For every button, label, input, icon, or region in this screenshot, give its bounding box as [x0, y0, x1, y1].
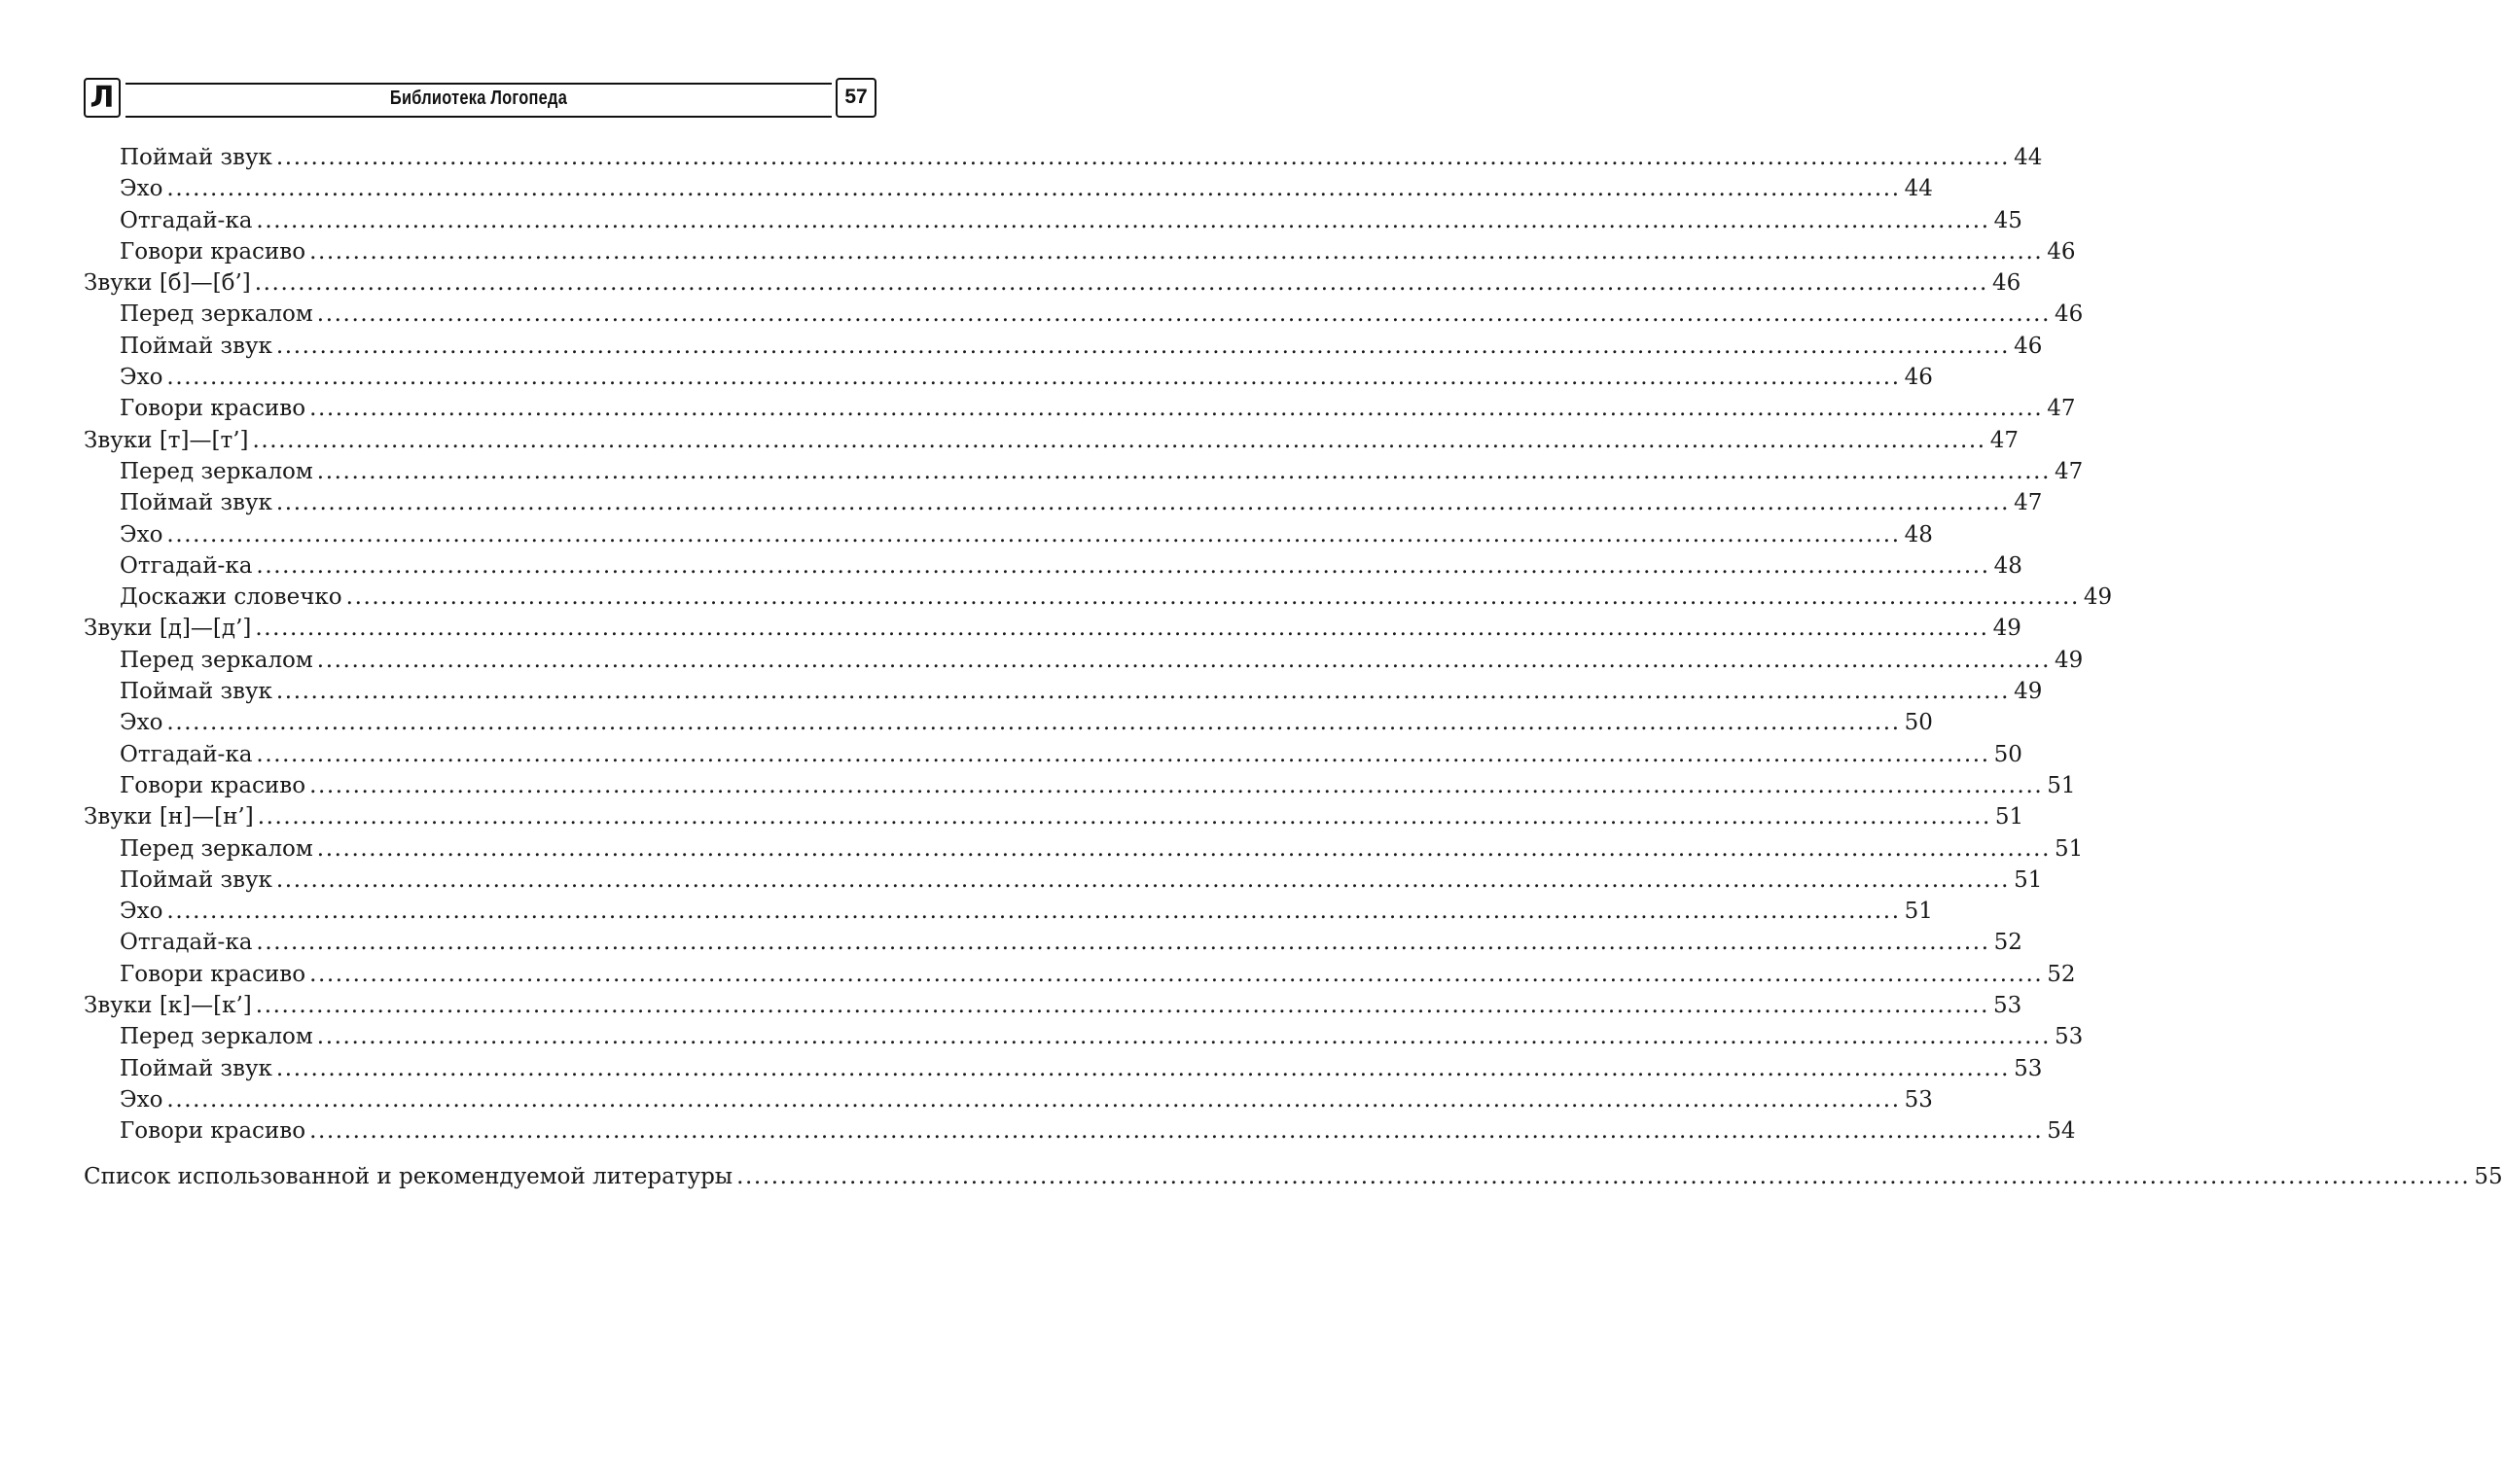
toc-entry-page: 49: [1992, 616, 2021, 642]
toc-subentry[interactable]: [84, 487, 2043, 518]
toc-entry-page: 44: [2014, 145, 2043, 170]
toc-subentry[interactable]: [84, 299, 2084, 330]
series-title: Библиотека Логопеда: [389, 88, 568, 109]
toc-leader-dots: ........................................................................................................................................................................................................: [275, 490, 2011, 516]
toc-leader-dots: ........................................................................................................................................................................................................: [309, 396, 2044, 422]
toc-entry-page: 46: [2055, 301, 2084, 328]
toc-entry-page: 44: [1904, 176, 1933, 202]
toc-leader-dots: ........................................................................................................................................................................................................: [166, 899, 1901, 925]
toc-entry-label: Отгадай-ка: [120, 741, 253, 767]
toc-entry-page: 47: [1989, 427, 2019, 453]
toc-entry-label: Звуки [б]—[б’]: [84, 270, 251, 297]
toc-leader-dots: ........................................................................................................................................................................................................: [166, 365, 1901, 391]
toc-entry-label: Перед зеркалом: [120, 301, 313, 328]
toc-subentry[interactable]: [84, 205, 2022, 236]
toc-entry-label: Эхо: [120, 365, 163, 391]
toc-entry-page: 45: [1993, 207, 2022, 233]
toc-leader-dots: ........................................................................................................................................................................................................: [166, 1086, 1901, 1113]
toc-subentry[interactable]: [84, 927, 2022, 958]
toc-entry-page: 51: [1904, 899, 1933, 925]
toc-subentry[interactable]: [84, 550, 2022, 582]
toc-entry-label: Поймай звук: [120, 333, 272, 359]
toc-leader-dots: ........................................................................................................................................................................................................: [316, 301, 2052, 328]
toc-entry-page: 49: [2083, 584, 2113, 611]
toc-section-entry[interactable]: [84, 425, 2019, 456]
toc-entry-page: 53: [2014, 1055, 2043, 1081]
toc-entry-label: Перед зеркалом: [120, 458, 313, 484]
toc-entry-page: 52: [2047, 961, 2076, 987]
toc-leader-dots: ........................................................................................................................................................................................................: [257, 804, 1991, 830]
toc-subentry[interactable]: [84, 362, 1933, 393]
toc-subentry[interactable]: [84, 236, 2076, 267]
toc-entry-page: 47: [2047, 396, 2076, 422]
toc-leader-dots: ........................................................................................................................................................................................................: [275, 866, 2011, 893]
toc-entry-label: Говори красиво: [120, 396, 306, 422]
toc-entry-page: 51: [2014, 866, 2043, 893]
toc-entry-label: Поймай звук: [120, 145, 272, 170]
toc-leader-dots: ........................................................................................................................................................................................................: [275, 1055, 2011, 1081]
toc-subentry[interactable]: [84, 393, 2076, 424]
toc-subentry[interactable]: [84, 331, 2043, 362]
toc-leader-dots: ........................................................................................................................................................................................................: [309, 772, 2044, 798]
toc-entry-page: 49: [2014, 679, 2043, 705]
table-of-contents: [84, 142, 2503, 1192]
toc-subentry[interactable]: [84, 1021, 2084, 1052]
toc-entry-page: 46: [1991, 270, 2021, 297]
toc-subentry[interactable]: [84, 645, 2084, 676]
toc-entry-label: Поймай звук: [120, 490, 272, 516]
toc-entry-page: 46: [2014, 333, 2043, 359]
toc-subentry[interactable]: [84, 896, 1933, 927]
toc-entry-label: Говори красиво: [120, 961, 306, 987]
toc-leader-dots: ........................................................................................................................................................................................................: [256, 207, 1990, 233]
toc-entry-label: Доскажи словечко: [120, 584, 342, 611]
toc-entry-label: Звуки [т]—[т’]: [84, 427, 249, 453]
toc-section-entry[interactable]: [84, 613, 2021, 644]
toc-subentry[interactable]: [84, 142, 2043, 173]
toc-entry-label: Отгадай-ка: [120, 207, 253, 233]
toc-entry-label: Поймай звук: [120, 1055, 272, 1081]
toc-entry-label: Эхо: [120, 1086, 163, 1113]
header-title-bar: [125, 83, 832, 118]
toc-entry-page: 50: [1904, 710, 1933, 736]
toc-leader-dots: ........................................................................................................................................................................................................: [309, 238, 2044, 265]
toc-subentry[interactable]: [84, 456, 2084, 487]
toc-entry-page: 50: [1993, 741, 2022, 767]
toc-leader-dots: ........................................................................................................................................................................................................: [256, 930, 1990, 956]
toc-entry-page: 48: [1993, 552, 2022, 579]
toc-entry-page: 53: [1904, 1086, 1933, 1113]
toc-entry-page: 47: [2014, 490, 2043, 516]
toc-entry-page: 51: [1994, 804, 2024, 830]
toc-leader-dots: ........................................................................................................................................................................................................: [345, 584, 2080, 611]
toc-subentry[interactable]: [84, 739, 2022, 770]
toc-leader-dots: ........................................................................................................................................................................................................: [316, 1024, 2052, 1050]
toc-leader-dots: ........................................................................................................................................................................................................: [166, 710, 1901, 736]
toc-entry-label: Список использованной и рекомендуемой литературы: [84, 1163, 733, 1189]
toc-entry-page: 46: [2047, 238, 2076, 265]
toc-entry-label: Перед зеркалом: [120, 835, 313, 862]
logo-letter: Л: [89, 81, 115, 115]
toc-entry-label: Эхо: [120, 710, 163, 736]
toc-leader-dots: ........................................................................................................................................................................................................: [309, 961, 2044, 987]
toc-subentry[interactable]: [84, 959, 2076, 990]
toc-subentry[interactable]: [84, 519, 1933, 550]
toc-entry-label: Говори красиво: [120, 772, 306, 798]
toc-section-entry[interactable]: [84, 990, 2022, 1021]
toc-leader-dots: ........................................................................................................................................................................................................: [316, 647, 2052, 673]
toc-leader-dots: ........................................................................................................................................................................................................: [275, 145, 2011, 170]
toc-leader-dots: ........................................................................................................................................................................................................: [736, 1163, 2471, 1189]
page-header: [84, 78, 876, 122]
toc-entry-label: Звуки [н]—[н’]: [84, 804, 254, 830]
toc-subentry[interactable]: [84, 833, 2084, 865]
toc-entry-page: 47: [2055, 458, 2084, 484]
toc-leader-dots: ........................................................................................................................................................................................................: [254, 270, 1988, 297]
toc-entry-page: 55: [2474, 1163, 2503, 1189]
toc-entry-label: Говори красиво: [120, 1118, 306, 1145]
toc-leader-dots: ........................................................................................................................................................................................................: [275, 333, 2011, 359]
toc-entry-page: 51: [2047, 772, 2076, 798]
toc-leader-dots: ........................................................................................................................................................................................................: [256, 552, 1990, 579]
toc-entry-label: Звуки [д]—[д’]: [84, 616, 252, 642]
page-number: 57: [844, 86, 868, 108]
toc-subentry[interactable]: [84, 865, 2043, 896]
toc-leader-dots: ........................................................................................................................................................................................................: [275, 679, 2011, 705]
toc-section-entry[interactable]: [84, 801, 2024, 832]
toc-leader-dots: ........................................................................................................................................................................................................: [309, 1118, 2044, 1145]
toc-leader-dots: ........................................................................................................................................................................................................: [166, 176, 1901, 202]
toc-subentry[interactable]: [84, 582, 2113, 613]
toc-leader-dots: ........................................................................................................................................................................................................: [255, 993, 1989, 1019]
toc-entry-label: Перед зеркалом: [120, 647, 313, 673]
toc-entry-label: Отгадай-ка: [120, 552, 253, 579]
toc-entry-page: 52: [1993, 930, 2022, 956]
toc-entry-label: Отгадай-ка: [120, 930, 253, 956]
toc-entry-label: Поймай звук: [120, 866, 272, 893]
toc-subentry[interactable]: [84, 707, 1933, 738]
toc-subentry[interactable]: [84, 770, 2076, 801]
toc-entry-page: 53: [1993, 993, 2022, 1019]
toc-entry-label: Эхо: [120, 176, 163, 202]
toc-entry-page: 48: [1904, 521, 1933, 548]
toc-leader-dots: ........................................................................................................................................................................................................: [316, 458, 2052, 484]
toc-section-entry[interactable]: [84, 267, 2021, 299]
toc-leader-dots: ........................................................................................................................................................................................................: [252, 427, 1986, 453]
toc-entry-page: 46: [1904, 365, 1933, 391]
toc-entry-page: 49: [2055, 647, 2084, 673]
toc-leader-dots: ........................................................................................................................................................................................................: [166, 521, 1901, 548]
toc-subentry[interactable]: [84, 676, 2043, 707]
toc-subentry[interactable]: [84, 1084, 1933, 1115]
toc-entry-label: Эхо: [120, 899, 163, 925]
toc-entry-label: Эхо: [120, 521, 163, 548]
toc-entry-label: Звуки [к]—[к’]: [84, 993, 252, 1019]
page-number-box: [836, 78, 876, 118]
toc-entry-label: Говори красиво: [120, 238, 306, 265]
toc-subentry[interactable]: [84, 1115, 2076, 1147]
toc-entry-label: Перед зеркалом: [120, 1024, 313, 1050]
toc-entry-label: Поймай звук: [120, 679, 272, 705]
toc-entry-page: 51: [2055, 835, 2084, 862]
toc-leader-dots: ........................................................................................................................................................................................................: [316, 835, 2052, 862]
toc-entry-bibliography[interactable]: [84, 1161, 2503, 1192]
toc-entry-page: 53: [2055, 1024, 2084, 1050]
toc-subentry[interactable]: [84, 1053, 2043, 1084]
toc-leader-dots: ........................................................................................................................................................................................................: [256, 741, 1990, 767]
toc-subentry[interactable]: [84, 173, 1933, 204]
toc-entry-page: 54: [2047, 1118, 2076, 1145]
series-logo: [84, 78, 121, 118]
toc-leader-dots: ........................................................................................................................................................................................................: [255, 616, 1989, 642]
